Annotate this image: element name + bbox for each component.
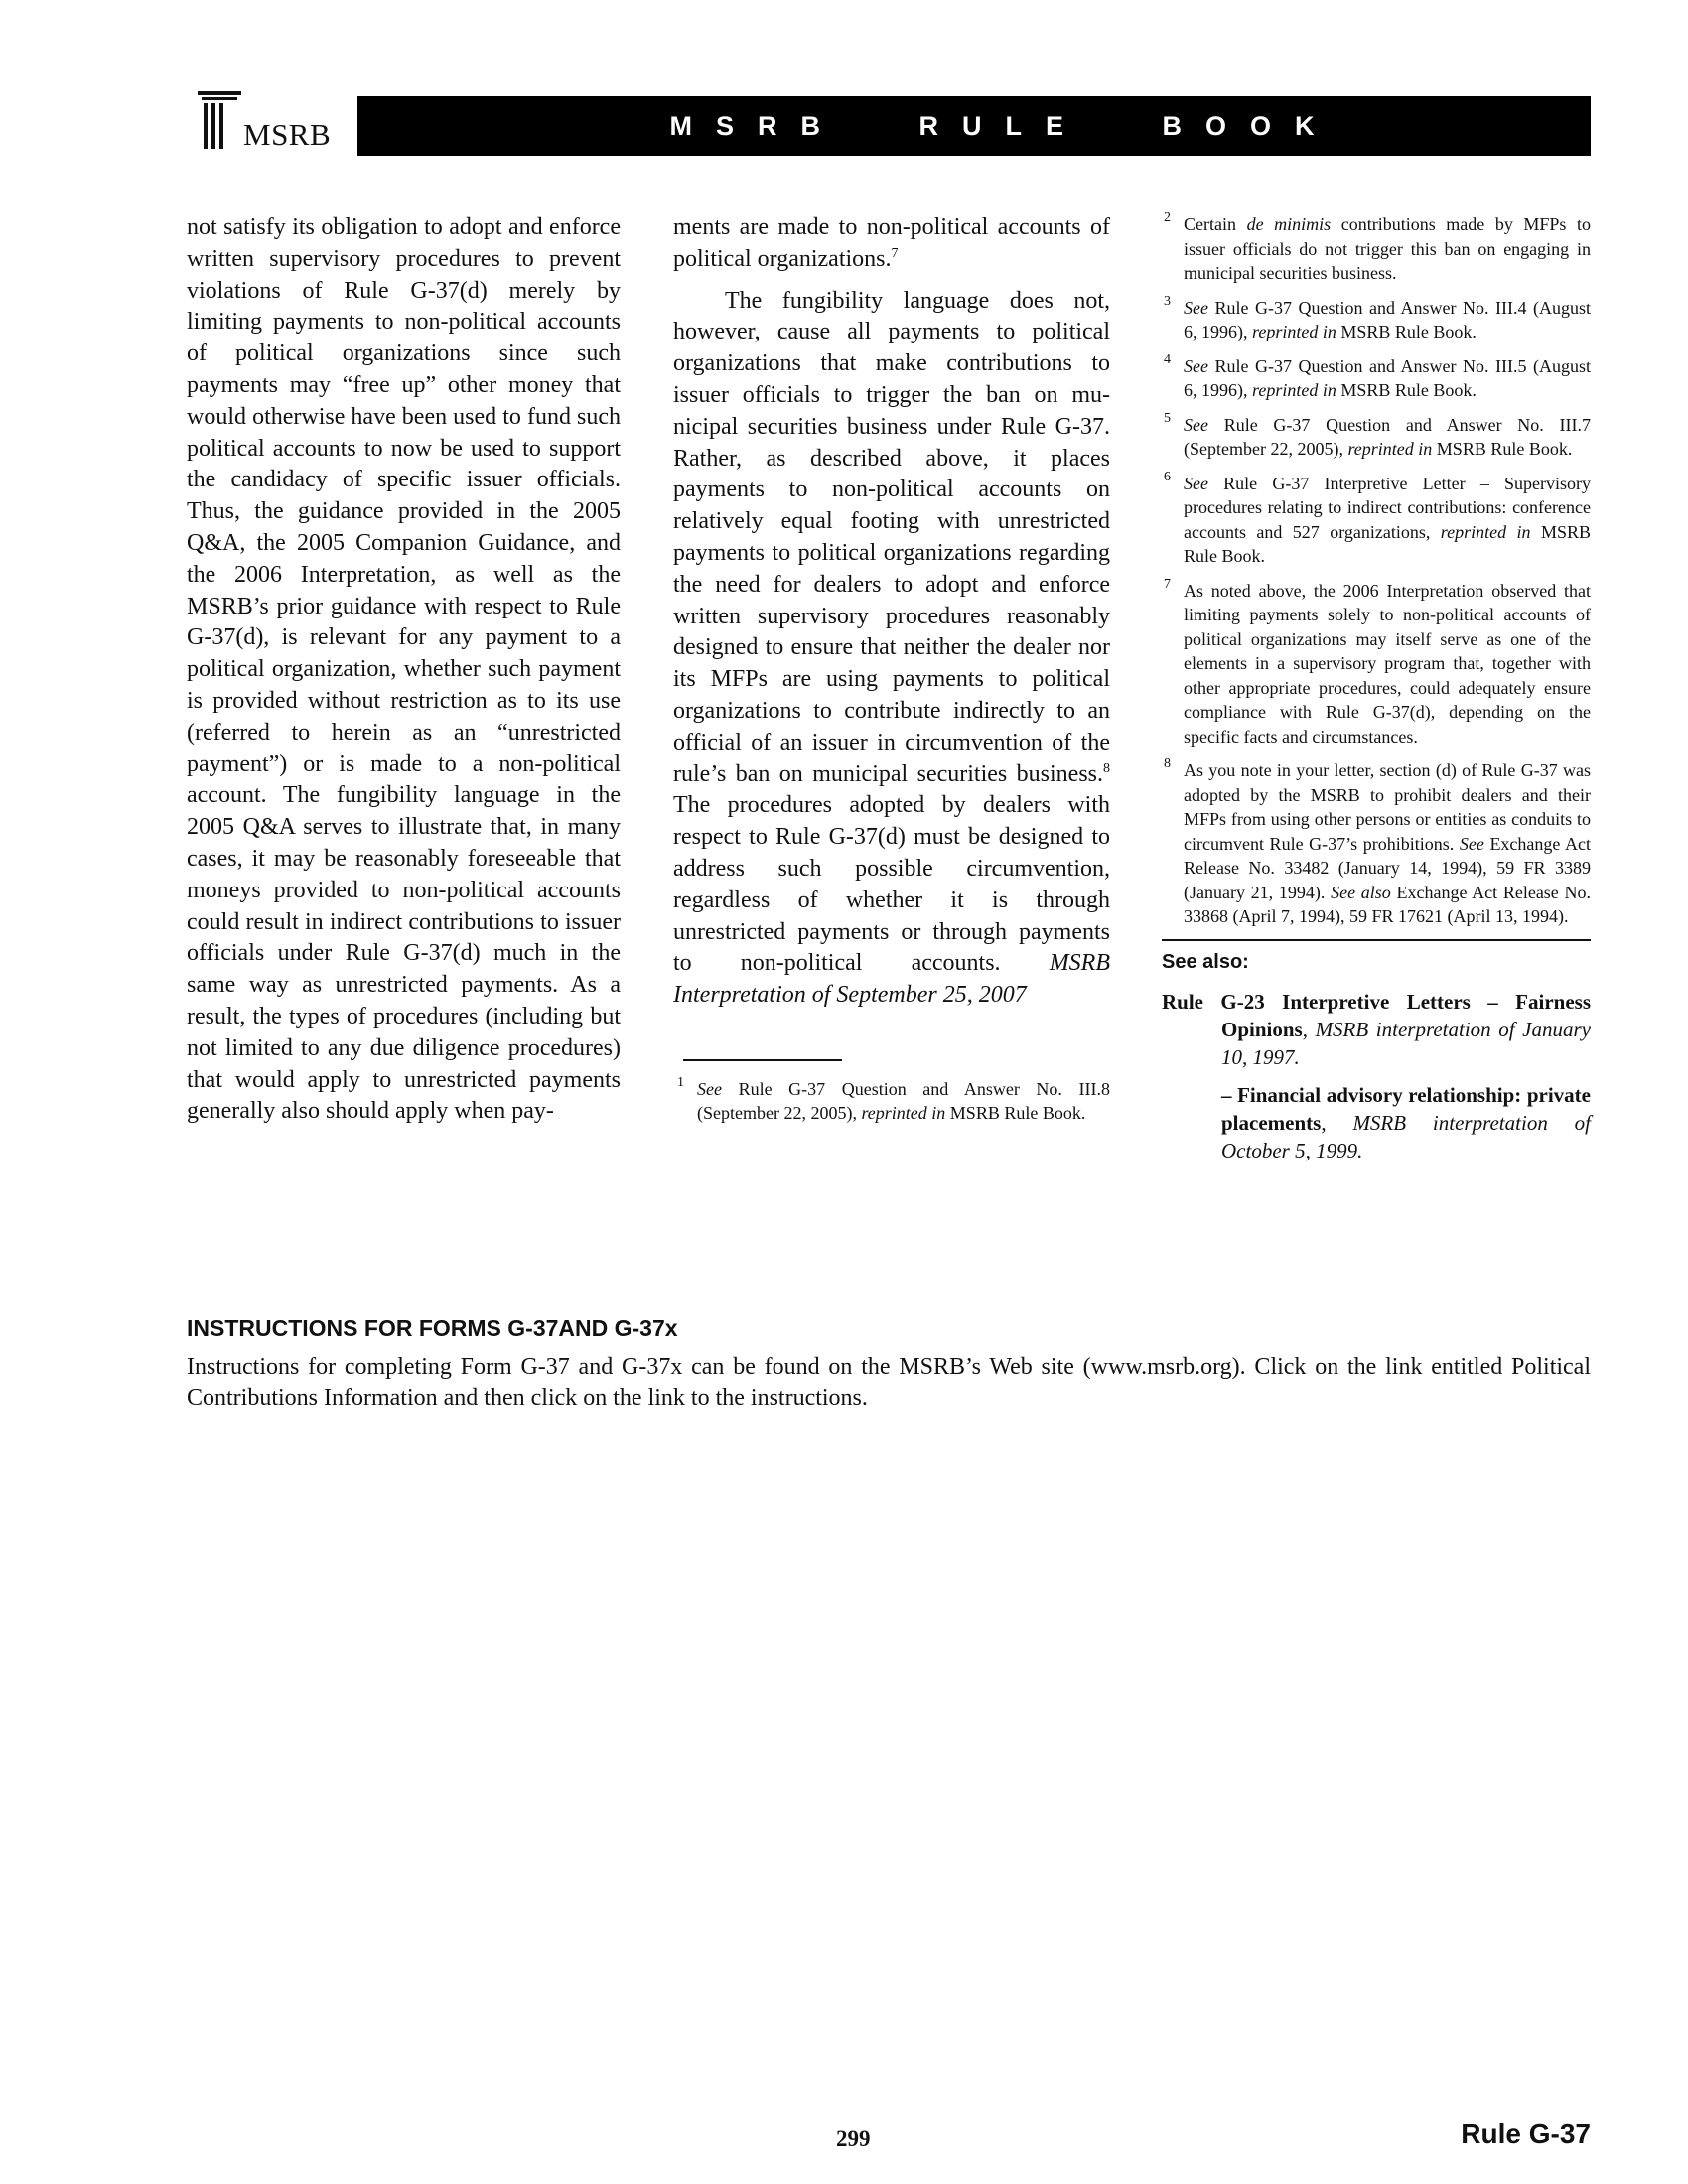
see-also-text: See also	[1331, 882, 1391, 902]
footnote-text: MSRB Rule Book.	[1336, 380, 1477, 400]
emphasis-text: See	[1184, 473, 1208, 493]
pillar-logo-icon	[194, 91, 245, 153]
column-1	[187, 212, 621, 1128]
footnote-7	[1162, 576, 1591, 750]
emphasis-text: reprinted in	[1252, 322, 1336, 341]
reprinted-text: reprinted in	[861, 1103, 946, 1124]
interpretation-citation: MSRB Interpretation of September 25, 2007	[673, 950, 1110, 1009]
emphasis-text: See	[1184, 414, 1208, 435]
emphasis-text: See	[1184, 355, 1208, 376]
col2-p2-text-b: The procedures adopted by dealers with respect to Rule G-37(d) must be designed to address such possible circumvention, regardless of whether it is through unrestricted payments or through payments to non-political accounts.	[673, 792, 1110, 977]
emphasis-text: reprinted in	[1440, 521, 1531, 542]
footnote-number: 4	[1164, 351, 1171, 367]
footnote-text: Exchange Act Release No. 33868 (April 7, 1994), 59 FR 17621 (April 13, 1994).	[1184, 882, 1591, 926]
footnote-6	[1162, 469, 1591, 569]
see-also-title: – Financial advisory relationship: private placements	[1221, 1082, 1591, 1135]
footnote-number: 6	[1164, 469, 1171, 484]
emphasis-text: reprinted in	[1347, 439, 1433, 459]
footnote-text: Rule G-37 Question and Answer No. III.7 (September 22, 2005),	[1184, 414, 1591, 459]
footnote-divider	[683, 1059, 842, 1061]
col2-paragraph-2	[673, 286, 1110, 1012]
footnote-ref-8: 8	[1103, 760, 1110, 776]
see-text: See	[1459, 833, 1484, 854]
instructions-body: Instructions for completing Form G-37 and G-37x can be found on the MSRB’s Web site (www.msrb.org). Click on the link entitled Political Contributions Information and then click on the link to the instructions.	[187, 1354, 1591, 1411]
footnote-number: 3	[1164, 293, 1171, 309]
rule-book-title: MSRB RULE BOOK	[669, 110, 1338, 141]
see-also-citation: MSRB interpretation of January 10, 1997.	[1221, 1017, 1591, 1069]
footnote-text: Rule G-37 Interpretive Letter – Supervisory procedures relating to indirect contributions: conference accounts and 527 organizations,	[1184, 473, 1591, 542]
emphasis-text: de minimis	[1246, 214, 1332, 234]
see-also-entry-1	[1162, 988, 1591, 1071]
see-also-title: Rule G-23 Interpretive Letters – Fairness Opinions	[1162, 989, 1591, 1041]
logo-text: MSRB	[243, 117, 332, 152]
emphasis-text: See	[1184, 297, 1208, 318]
column-3	[1162, 212, 1591, 1164]
msrb-logo	[194, 91, 362, 155]
see-also-divider	[1162, 939, 1591, 941]
footnote-number: 1	[677, 1074, 684, 1090]
footnote-list	[1162, 212, 1591, 749]
footnote-text: MSRB Rule Book.	[1184, 521, 1591, 566]
footnote-number: 8	[1164, 756, 1171, 771]
col2-p2-text-a: The fungibility language does not, however, cause all payments to political organizations that make contributions to issuer officials to trigger the ban on municipal securities business under Rule G-37. Rather, as described above, it places payments to non-political accounts on relatively equal footing with unrestricted payments to political organizations regarding the need for dealers to adopt and enforce written supervisory procedures reasonably designed to ensure that neither the dealer nor its MFPs are using payments to political organizations to contribute indirectly to an official of an issuer in circumvention of the rule’s ban on municipal securities business.	[673, 287, 1110, 787]
rule-label: Rule G-37	[1461, 2118, 1591, 2149]
footnote-text: As noted above, the 2006 Interpretation observed that limiting payments solely to non-political accounts of political organizations may itself serve as one of the elements in a supervisory program that, together with other appropriate procedures, could adequately ensure compliance with Rule G-37(d), depending on the specific facts and circumstances.	[1184, 580, 1591, 747]
footnote-text: Exchange Act Release No. 33482 (January 14, 1994), 59 FR 3389 (January 21, 1994).	[1184, 833, 1591, 902]
footnote-3	[1162, 293, 1591, 344]
page-number: 299	[836, 2126, 871, 2151]
footnote-text: Certain	[1184, 214, 1247, 234]
footnote-number: 7	[1164, 576, 1171, 592]
col2-p1-text: ments are made to non-political accounts of political organizations.	[673, 214, 1110, 272]
column-2	[673, 212, 1110, 1136]
see-text: See	[697, 1078, 722, 1099]
see-also-label: See also:	[1162, 950, 1249, 973]
footnote-text: As you note in your letter, section (d) of Rule G-37 was adopted by the MSRB to prohibit dealers and their MFPs from using other persons or entities as conduits to circumvent Rule G-37’s prohibitions.	[1184, 760, 1591, 854]
footnote-2	[1162, 212, 1591, 286]
footnote-text: Rule G-37 Question and Answer No. III.8 (September 22, 2005),	[697, 1078, 1110, 1124]
separator: ,	[1321, 1110, 1353, 1135]
footnote-ref-7: 7	[891, 245, 899, 261]
separator: ,	[1302, 1017, 1316, 1041]
see-also-citation: MSRB interpretation of October 5, 1999.	[1221, 1110, 1591, 1162]
see-also-entry-2	[1162, 1081, 1591, 1164]
footnote-text: MSRB Rule Book.	[1336, 322, 1477, 341]
footnote-text: Rule G-37 Question and Answer No. III.5 (August 6, 1996),	[1184, 355, 1591, 400]
footnote-5	[1162, 410, 1591, 462]
footnote-text: MSRB Rule Book.	[1432, 439, 1573, 459]
footnote-number: 2	[1164, 210, 1171, 225]
footnote-1	[675, 1074, 1110, 1126]
footnote-4	[1162, 351, 1591, 403]
emphasis-text: reprinted in	[1252, 380, 1336, 400]
footnote-text: contributions made by MFPs to issuer officials do not trigger this ban on engaging in municipal securities business.	[1184, 214, 1592, 283]
footnote-8	[1162, 758, 1591, 929]
col2-paragraph-1	[673, 212, 1110, 276]
rule-book-title-bar	[357, 96, 1591, 156]
footnote-text: Rule G-37 Question and Answer No. III.4 (August 6, 1996),	[1184, 297, 1591, 341]
footnote-number: 5	[1164, 410, 1171, 426]
instructions-heading: INSTRUCTIONS FOR FORMS G-37AND G-37x	[187, 1315, 678, 1341]
footnote-text: MSRB Rule Book.	[945, 1103, 1086, 1124]
col1-paragraph: not satisfy its obligation to adopt and enforce written supervisory procedures to prevent violations of Rule G-37(d) merely by limiting payments to non-political accounts of political organizations since such payments may “free up” other money that would otherwise have been used to fund such political accounts to now be used to support the candidacy of specific issuer officials. Thus, the guidance provided in the 2005 Q&A, the 2005 Companion Guidance, and the 2006 Interpretation, as well as the MSRB’s prior guidance with respect to Rule G-37(d), is relevant for any payment to a political organization, whether such payment is provided without restriction as to its use (referred to herein as an “unrestricted payment”) or is made to a non-political account. The fungibility language in the 2005 Q&A serves to illustrate that, in many cases, it may be reasonably foreseeable that moneys provided to non-political accounts could result in indirect contributions to issuer officials under Rule G-37(d) much in the same way as unrestricted payments. As a result, the types of procedures (including but not limited to any due diligence procedures) that would apply to unrestricted payments generally also should apply when pay-	[187, 214, 621, 1125]
